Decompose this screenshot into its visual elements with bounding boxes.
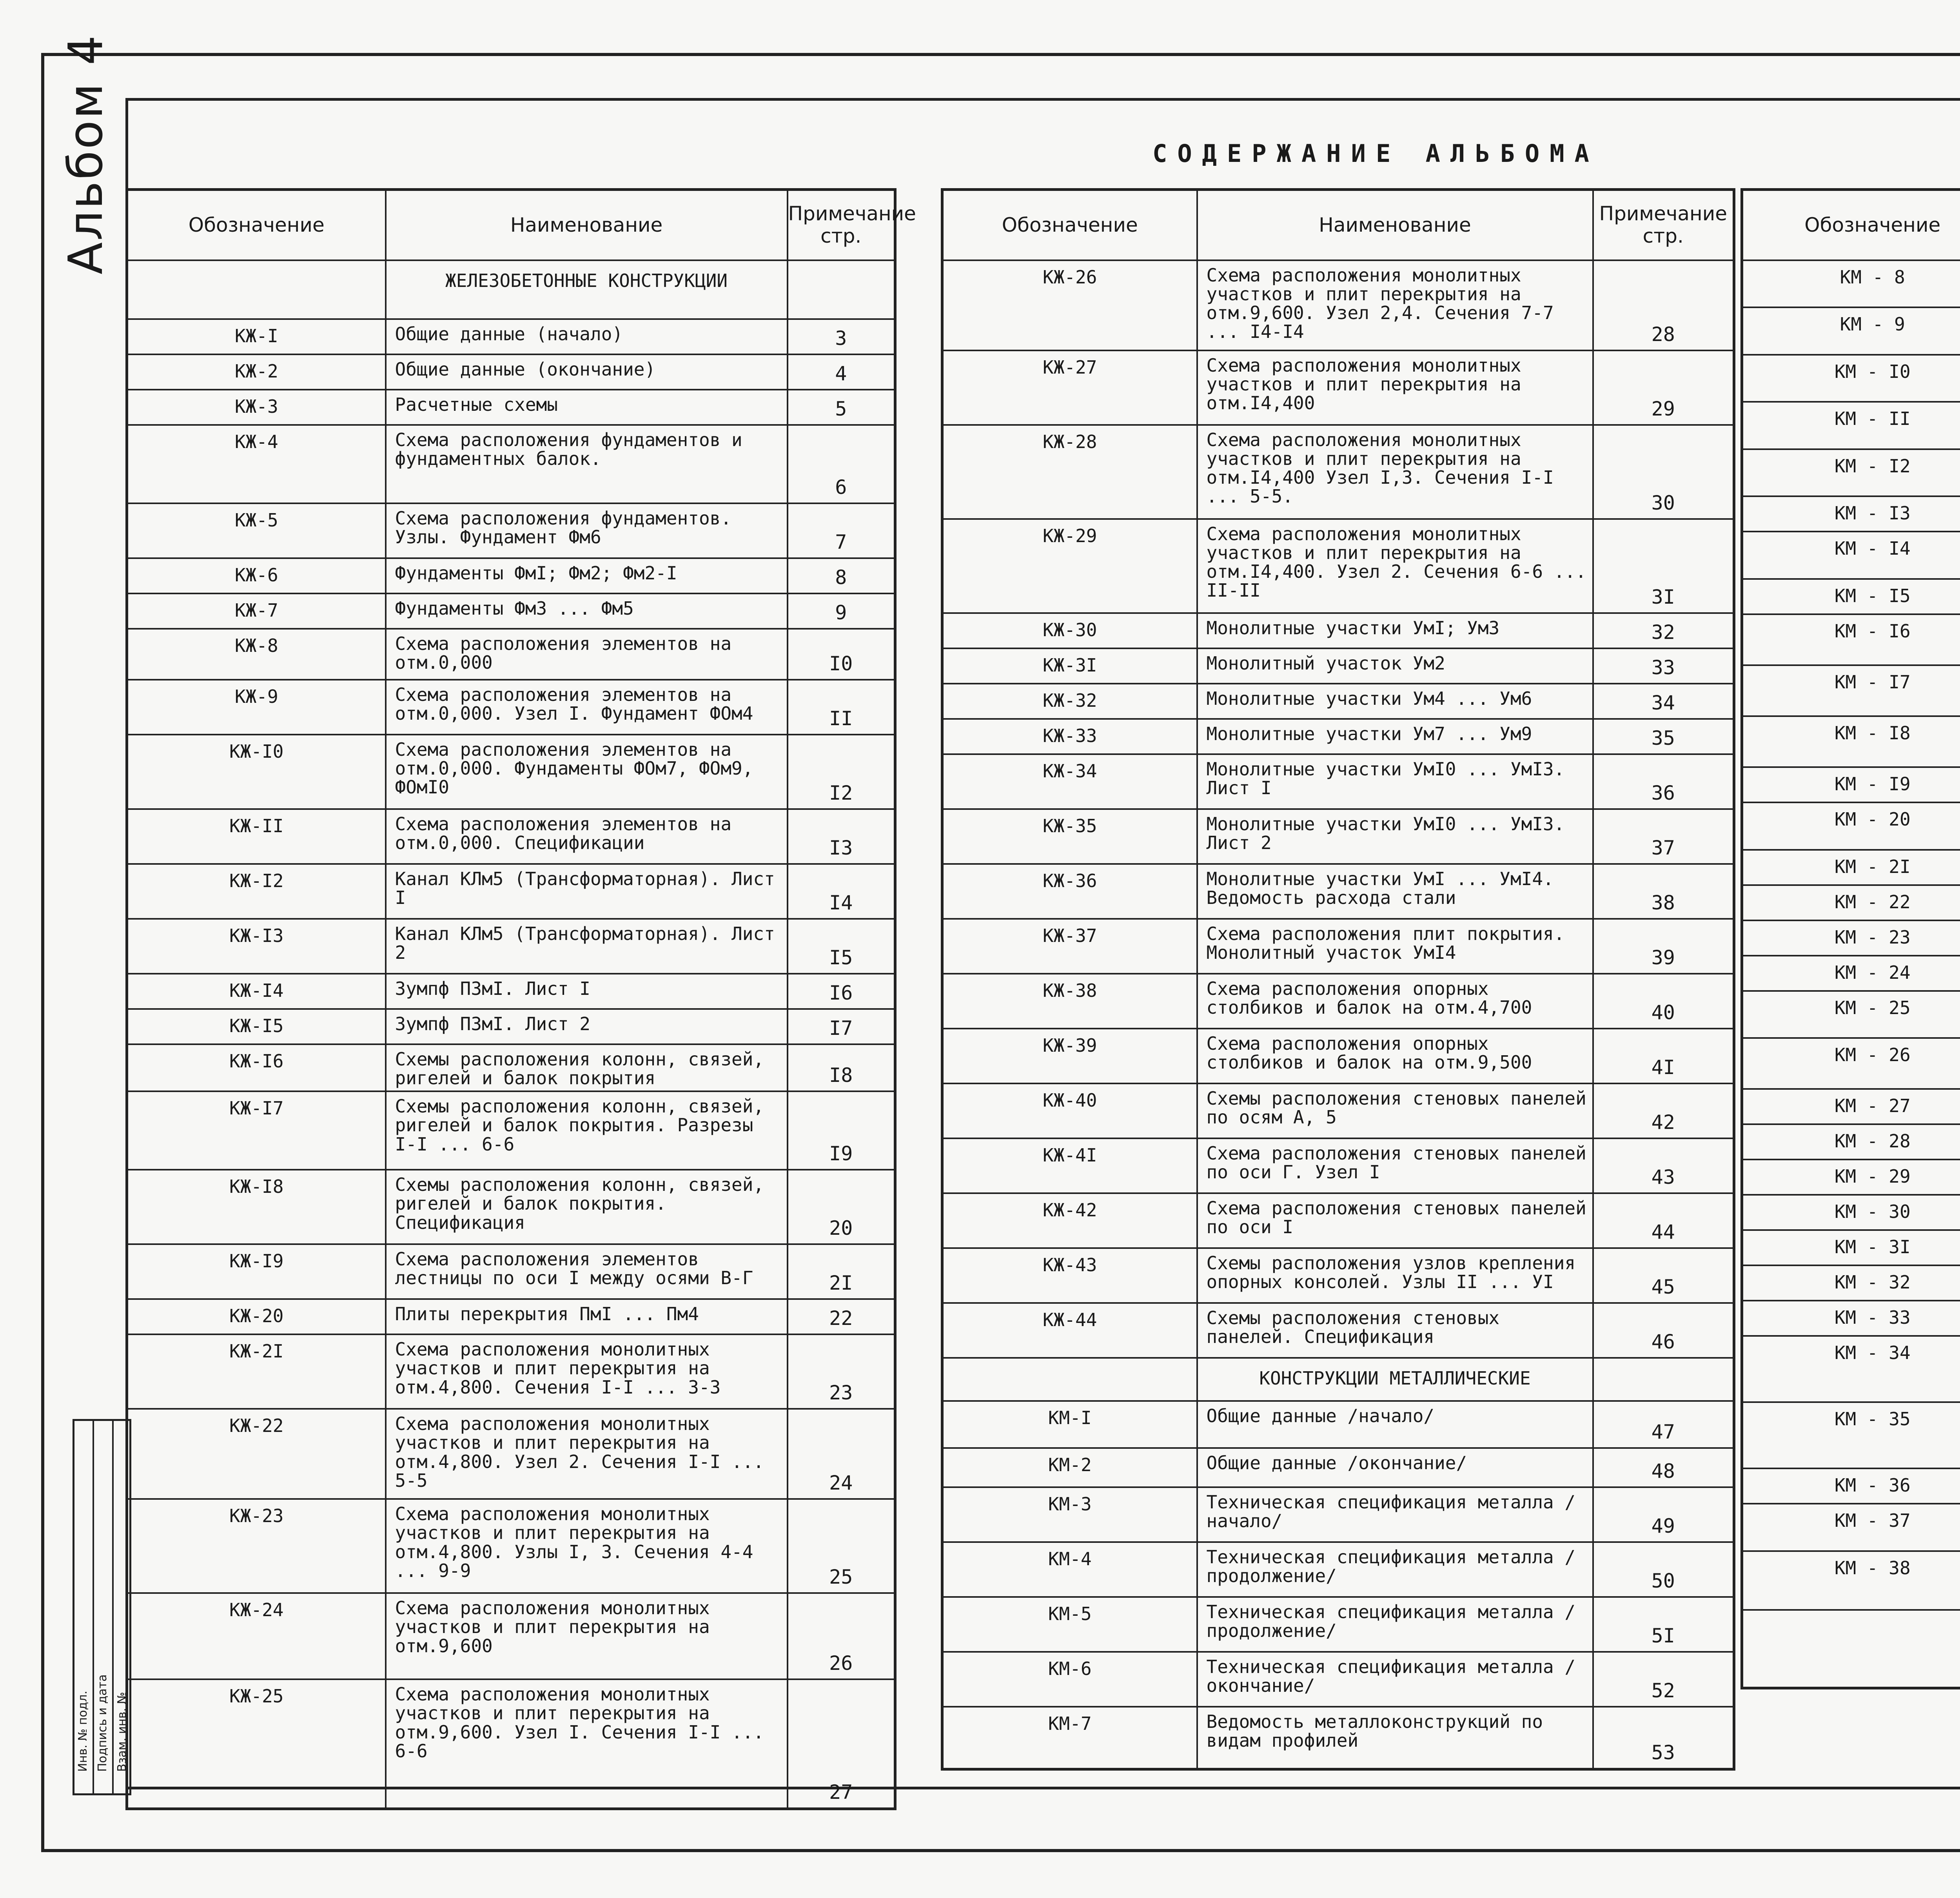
code-cell: КМ - 32 bbox=[1742, 1265, 1960, 1301]
code-cell: КМ - 8 bbox=[1742, 260, 1960, 308]
code-cell: КМ - I7 bbox=[1742, 665, 1960, 716]
code-cell: КМ - 28 bbox=[1742, 1124, 1960, 1159]
table-row bbox=[1742, 716, 1960, 767]
page-cell: II bbox=[788, 680, 895, 735]
code-cell: КЖ-26 bbox=[942, 260, 1197, 350]
table-row bbox=[1742, 1265, 1960, 1301]
code-cell: КМ - 9 bbox=[1742, 307, 1960, 355]
page-cell: I3 bbox=[788, 809, 895, 864]
name-cell: Схема расположения опорных столбиков и балок на отм.9,500 bbox=[1197, 1029, 1593, 1083]
table-row bbox=[1742, 449, 1960, 497]
table-row bbox=[1742, 1089, 1960, 1124]
code-cell: КЖ-4I bbox=[942, 1138, 1197, 1193]
contents-table-1 bbox=[125, 188, 916, 1810]
table-row bbox=[127, 503, 895, 558]
table-row bbox=[1742, 402, 1960, 449]
table-row bbox=[1742, 1610, 1960, 1688]
table-row bbox=[942, 864, 1734, 919]
code-cell: КМ - 37 bbox=[1742, 1504, 1960, 1551]
name-cell: Схема расположения элементов на отм.0,000 bbox=[386, 629, 788, 680]
name-cell: Техническая спецификация металла /продолжение/ bbox=[1197, 1597, 1593, 1652]
code-cell: КЖ-27 bbox=[942, 350, 1197, 425]
name-cell: Ведомость металлоконструкций по видам профилей bbox=[1197, 1707, 1593, 1769]
page-cell: 23 bbox=[788, 1334, 895, 1409]
table-row bbox=[1742, 614, 1960, 665]
code-cell: КМ - 24 bbox=[1742, 956, 1960, 991]
name-cell: Фундаменты ФмI; Фм2; Фм2-I bbox=[386, 558, 788, 593]
table-row bbox=[942, 1083, 1734, 1138]
table-row bbox=[1742, 307, 1960, 355]
name-cell: Техническая спецификация металла /начало/ bbox=[1197, 1487, 1593, 1542]
table-row bbox=[127, 974, 895, 1009]
table-row bbox=[127, 1044, 895, 1092]
code-cell: КЖ-2I bbox=[127, 1334, 386, 1409]
table-row bbox=[942, 648, 1734, 684]
name-cell: Схема расположения монолитных участков и плит перекрытия на отм.9,600. Узел 2,4. Сечения 7-7 ... I4-I4 bbox=[1197, 260, 1593, 350]
page-cell: 7 bbox=[788, 503, 895, 558]
page-cell bbox=[1593, 1358, 1734, 1401]
table-row bbox=[127, 629, 895, 680]
code-cell: КЖ-3I bbox=[942, 648, 1197, 684]
page-cell: 49 bbox=[1593, 1487, 1734, 1542]
header-code: Обозначение bbox=[127, 190, 386, 260]
name-cell: Схемы расположения стеновых панелей. Спецификация bbox=[1197, 1303, 1593, 1358]
code-cell bbox=[942, 1358, 1197, 1401]
table-row bbox=[1742, 1195, 1960, 1230]
page-cell: 29 bbox=[1593, 350, 1734, 425]
code-cell bbox=[1742, 1610, 1960, 1688]
code-cell: КМ - 35 bbox=[1742, 1402, 1960, 1468]
stamp-column bbox=[74, 1421, 94, 1793]
page-cell: I4 bbox=[788, 864, 895, 919]
table-row bbox=[127, 1593, 895, 1679]
table-row bbox=[127, 680, 895, 735]
page-cell bbox=[788, 260, 895, 319]
page-cell: I6 bbox=[788, 974, 895, 1009]
stamp-column bbox=[94, 1421, 114, 1793]
page-cell: 36 bbox=[1593, 754, 1734, 809]
code-cell: КМ - 25 bbox=[1742, 991, 1960, 1038]
page-cell: 26 bbox=[788, 1593, 895, 1679]
name-cell: Монолитные участки УмI; Ум3 bbox=[1197, 613, 1593, 648]
code-cell: КЖ-4 bbox=[127, 425, 386, 503]
table-row bbox=[1742, 885, 1960, 920]
name-cell: Схема расположения фундаментов. Узлы. Фундамент Фм6 bbox=[386, 503, 788, 558]
table-row bbox=[1742, 1124, 1960, 1159]
code-cell: КЖ-34 bbox=[942, 754, 1197, 809]
table-row bbox=[942, 919, 1734, 974]
code-cell: КМ - 38 bbox=[1742, 1551, 1960, 1610]
code-cell: КЖ-35 bbox=[942, 809, 1197, 864]
table-row bbox=[1742, 850, 1960, 885]
code-cell: КЖ-I6 bbox=[127, 1044, 386, 1092]
table-row bbox=[1742, 1551, 1960, 1610]
table-row bbox=[1742, 1159, 1960, 1195]
name-cell: Фундаменты Фм3 ... Фм5 bbox=[386, 593, 788, 629]
name-cell: Схема расположения опорных столбиков и балок на отм.4,700 bbox=[1197, 974, 1593, 1029]
table-row bbox=[942, 1448, 1734, 1487]
page-cell: I5 bbox=[788, 919, 895, 974]
code-cell: КМ - I6 bbox=[1742, 614, 1960, 665]
stamp-label-sign: Подпись и дата bbox=[96, 1674, 109, 1772]
table-row bbox=[1742, 1504, 1960, 1551]
table-row bbox=[127, 319, 895, 354]
table-row bbox=[127, 390, 895, 425]
code-cell: КЖ-25 bbox=[127, 1679, 386, 1809]
name-cell: Схема расположения монолитных участков и плит перекрытия на отм.9,600 bbox=[386, 1593, 788, 1679]
name-cell: Схемы расположения узлов крепления опорных консолей. Узлы II ... УI bbox=[1197, 1248, 1593, 1303]
page-cell: 38 bbox=[1593, 864, 1734, 919]
page-cell: 30 bbox=[1593, 425, 1734, 519]
name-cell: Общие данные (начало) bbox=[386, 319, 788, 354]
page-cell: I2 bbox=[788, 735, 895, 809]
page-cell: 40 bbox=[1593, 974, 1734, 1029]
page-cell: 44 bbox=[1593, 1193, 1734, 1248]
page-cell: 47 bbox=[1593, 1401, 1734, 1448]
table-row bbox=[127, 1334, 895, 1409]
stamp-label-inv: Инв. № подл. bbox=[76, 1691, 90, 1772]
table-row bbox=[942, 1542, 1734, 1597]
table-row bbox=[1742, 991, 1960, 1038]
name-cell: Монолитные участки УмI ... УмI4. Ведомость расхода стали bbox=[1197, 864, 1593, 919]
table-row bbox=[1742, 1301, 1960, 1336]
table-row bbox=[127, 1679, 895, 1809]
code-cell: КЖ-29 bbox=[942, 519, 1197, 613]
table-row bbox=[1742, 767, 1960, 802]
name-cell: Канал КЛм5 (Трансформаторная). Лист I bbox=[386, 864, 788, 919]
header-code: Обозначение bbox=[942, 190, 1197, 260]
name-cell: Схема расположения фундаментов и фундаментных балок. bbox=[386, 425, 788, 503]
table-row bbox=[127, 1009, 895, 1044]
name-cell: Схема расположения монолитных участков и плит перекрытия на отм.4,800. Узлы I, 3. Сечения 4-4 ... 9-9 bbox=[386, 1499, 788, 1593]
code-cell: КЖ-38 bbox=[942, 974, 1197, 1029]
name-cell: Зумпф ПЗмI. Лист I bbox=[386, 974, 788, 1009]
code-cell: КМ - I4 bbox=[1742, 532, 1960, 579]
code-cell: КЖ-5 bbox=[127, 503, 386, 558]
page-cell: 5 bbox=[788, 390, 895, 425]
table-row bbox=[942, 754, 1734, 809]
name-cell: Канал КЛм5 (Трансформаторная). Лист 2 bbox=[386, 919, 788, 974]
page-cell: 39 bbox=[1593, 919, 1734, 974]
name-cell: Схема расположения стеновых панелей по оси I bbox=[1197, 1193, 1593, 1248]
header-name: Наименование bbox=[386, 190, 788, 260]
table-row bbox=[1742, 1336, 1960, 1402]
code-cell: КЖ-23 bbox=[127, 1499, 386, 1593]
page-cell: 28 bbox=[1593, 260, 1734, 350]
table-row bbox=[942, 1193, 1734, 1248]
code-cell: КМ-I bbox=[942, 1401, 1197, 1448]
code-cell: КЖ-I7 bbox=[127, 1091, 386, 1170]
code-cell: КЖ-6 bbox=[127, 558, 386, 593]
code-cell: КЖ-I0 bbox=[127, 735, 386, 809]
page-cell: 37 bbox=[1593, 809, 1734, 864]
table-row bbox=[1742, 260, 1960, 308]
code-cell: КМ - 29 bbox=[1742, 1159, 1960, 1195]
page-cell: 42 bbox=[1593, 1083, 1734, 1138]
code-cell: КЖ-I4 bbox=[127, 974, 386, 1009]
code-cell: КЖ-42 bbox=[942, 1193, 1197, 1248]
code-cell bbox=[127, 260, 386, 319]
code-cell: КЖ-40 bbox=[942, 1083, 1197, 1138]
name-cell: Схема расположения монолитных участков и плит перекрытия на отм.9,600. Узел I. Сечения I-I ... 6-6 bbox=[386, 1679, 788, 1809]
table-row bbox=[127, 558, 895, 593]
name-cell: Схемы расположения колонн, связей, ригелей и балок покрытия bbox=[386, 1044, 788, 1092]
table-row bbox=[942, 684, 1734, 719]
page-cell: 4 bbox=[788, 354, 895, 390]
table-row bbox=[942, 260, 1734, 350]
name-cell: Зумпф ПЗмI. Лист 2 bbox=[386, 1009, 788, 1044]
name-cell: Монолитные участки УмI0 ... УмI3. Лист I bbox=[1197, 754, 1593, 809]
table-row bbox=[942, 1029, 1734, 1083]
page-cell: I7 bbox=[788, 1009, 895, 1044]
name-cell: Схема расположения плит покрытия. Монолитный участок УмI4 bbox=[1197, 919, 1593, 974]
code-cell: КЖ-8 bbox=[127, 629, 386, 680]
table-row bbox=[942, 519, 1734, 613]
table-row bbox=[1742, 1468, 1960, 1504]
section-heading-row bbox=[942, 1358, 1734, 1401]
code-cell: КЖ-9 bbox=[127, 680, 386, 735]
code-cell: КЖ-7 bbox=[127, 593, 386, 629]
page-cell: 52 bbox=[1593, 1652, 1734, 1707]
table-row bbox=[127, 1299, 895, 1334]
page-cell: 8 bbox=[788, 558, 895, 593]
code-cell: КЖ-32 bbox=[942, 684, 1197, 719]
code-cell: КЖ-I bbox=[127, 319, 386, 354]
name-cell: Схема расположения монолитных участков и плит перекрытия на отм.I4,400 Узел I,3. Сечения I-I ... 5-5. bbox=[1197, 425, 1593, 519]
table-row bbox=[942, 350, 1734, 425]
code-cell: КМ - 20 bbox=[1742, 802, 1960, 850]
table-row bbox=[127, 919, 895, 974]
code-cell: КЖ-44 bbox=[942, 1303, 1197, 1358]
name-cell: Общие данные /начало/ bbox=[1197, 1401, 1593, 1448]
table-row bbox=[942, 1487, 1734, 1542]
code-cell: КМ - 30 bbox=[1742, 1195, 1960, 1230]
album-label: Альбом 4 bbox=[59, 34, 113, 274]
page-cell: 2I bbox=[788, 1244, 895, 1299]
page-cell: 53 bbox=[1593, 1707, 1734, 1769]
page-cell: 5I bbox=[1593, 1597, 1734, 1652]
table-row bbox=[1742, 1230, 1960, 1265]
table-row bbox=[1742, 1402, 1960, 1468]
code-cell: КЖ-22 bbox=[127, 1409, 386, 1499]
name-cell: Схема расположения стеновых панелей по оси Г. Узел I bbox=[1197, 1138, 1593, 1193]
name-cell: Техническая спецификация металла /продолжение/ bbox=[1197, 1542, 1593, 1597]
table-row bbox=[942, 425, 1734, 519]
code-cell: КЖ-I2 bbox=[127, 864, 386, 919]
code-cell: КЖ-I8 bbox=[127, 1170, 386, 1244]
code-cell: КЖ-I3 bbox=[127, 919, 386, 974]
code-cell: КЖ-39 bbox=[942, 1029, 1197, 1083]
table-row bbox=[1742, 920, 1960, 956]
table-row bbox=[127, 1091, 895, 1170]
name-cell: Схема расположения элементов на отм.0,000. Узел I. Фундамент ФОм4 bbox=[386, 680, 788, 735]
code-cell: КМ-2 bbox=[942, 1448, 1197, 1487]
name-cell: Схема расположения элементов на отм.0,000. Спецификации bbox=[386, 809, 788, 864]
name-cell: Монолитные участки Ум4 ... Ум6 bbox=[1197, 684, 1593, 719]
page-cell: 34 bbox=[1593, 684, 1734, 719]
table-row bbox=[942, 1652, 1734, 1707]
name-cell: Схема расположения элементов лестницы по оси I между осями В-Г bbox=[386, 1244, 788, 1299]
name-cell: Схемы расположения колонн, связей, ригелей и балок покрытия. Спецификация bbox=[386, 1170, 788, 1244]
code-cell: КЖ-I5 bbox=[127, 1009, 386, 1044]
code-cell: КЖ-43 bbox=[942, 1248, 1197, 1303]
code-cell: КЖ-II bbox=[127, 809, 386, 864]
table-row bbox=[127, 593, 895, 629]
table-row bbox=[127, 354, 895, 390]
name-cell: Схема расположения монолитных участков и плит перекрытия на отм.4,800. Узел 2. Сечения I-I ... 5-5 bbox=[386, 1409, 788, 1499]
page-title: СОДЕРЖАНИЕ АЛЬБОМА bbox=[1152, 139, 1599, 168]
page-cell: 32 bbox=[1593, 613, 1734, 648]
name-cell: Схема расположения элементов на отм.0,000. Фундаменты ФОм7, ФОм9, ФОмI0 bbox=[386, 735, 788, 809]
code-cell: КЖ-20 bbox=[127, 1299, 386, 1334]
page-cell: 43 bbox=[1593, 1138, 1734, 1193]
code-cell: КМ-3 bbox=[942, 1487, 1197, 1542]
code-cell: КЖ-2 bbox=[127, 354, 386, 390]
table-row bbox=[942, 974, 1734, 1029]
code-cell: КМ - 26 bbox=[1742, 1038, 1960, 1089]
table-row bbox=[127, 809, 895, 864]
name-cell: Техническая спецификация металла /окончание/ bbox=[1197, 1652, 1593, 1707]
table-row bbox=[1742, 532, 1960, 579]
name-cell: Плиты перекрытия ПмI ... Пм4 bbox=[386, 1299, 788, 1334]
page-cell: 35 bbox=[1593, 719, 1734, 754]
code-cell: КМ - I0 bbox=[1742, 355, 1960, 402]
code-cell: КЖ-37 bbox=[942, 919, 1197, 974]
table-row bbox=[942, 1401, 1734, 1448]
code-cell: КМ - I5 bbox=[1742, 579, 1960, 614]
contents-table-2 bbox=[941, 188, 1735, 1771]
table-row bbox=[127, 1499, 895, 1593]
page-cell: 27 bbox=[788, 1679, 895, 1809]
name-cell: ЖЕЛЕЗОБЕТОННЫЕ КОНСТРУКЦИИ bbox=[386, 260, 788, 319]
page-cell: I0 bbox=[788, 629, 895, 680]
table-row bbox=[1742, 665, 1960, 716]
code-cell: КЖ-28 bbox=[942, 425, 1197, 519]
table-row bbox=[1742, 956, 1960, 991]
code-cell: КМ - 23 bbox=[1742, 920, 1960, 956]
page-cell: 50 bbox=[1593, 1542, 1734, 1597]
table-row bbox=[127, 1244, 895, 1299]
table-row bbox=[1742, 802, 1960, 850]
name-cell: Схема расположения монолитных участков и плит перекрытия на отм.4,800. Сечения I-I ... 3-3 bbox=[386, 1334, 788, 1409]
page-cell: 24 bbox=[788, 1409, 895, 1499]
page-cell: 9 bbox=[788, 593, 895, 629]
name-cell: Общие данные (окончание) bbox=[386, 354, 788, 390]
header-note: Примечание стр. bbox=[1593, 190, 1734, 260]
code-cell: КЖ-30 bbox=[942, 613, 1197, 648]
table-row bbox=[942, 1597, 1734, 1652]
table-row bbox=[127, 1170, 895, 1244]
section-heading-row bbox=[127, 260, 895, 319]
table-row bbox=[942, 1707, 1734, 1769]
page-cell: I9 bbox=[788, 1091, 895, 1170]
table-row bbox=[942, 1138, 1734, 1193]
table-row bbox=[942, 1248, 1734, 1303]
page-cell: I8 bbox=[788, 1044, 895, 1092]
code-cell: КМ - 27 bbox=[1742, 1089, 1960, 1124]
page-cell: 20 bbox=[788, 1170, 895, 1244]
code-cell: КМ - 36 bbox=[1742, 1468, 1960, 1504]
header-name: Наименование bbox=[1197, 190, 1593, 260]
name-cell: Схема расположения монолитных участков и плит перекрытия на отм.I4,400. Узел 2. Сечения 6-6 ... II-II bbox=[1197, 519, 1593, 613]
table-row bbox=[1742, 496, 1960, 532]
approval-stamp-strip bbox=[73, 1419, 131, 1795]
code-cell: КМ - 2I bbox=[1742, 850, 1960, 885]
contents-table-3 bbox=[1740, 188, 1960, 1689]
page-cell: 45 bbox=[1593, 1248, 1734, 1303]
page-cell: 25 bbox=[788, 1499, 895, 1593]
code-cell: КЖ-24 bbox=[127, 1593, 386, 1679]
table-row bbox=[1742, 355, 1960, 402]
table-row bbox=[127, 735, 895, 809]
code-cell: КМ-6 bbox=[942, 1652, 1197, 1707]
table-row bbox=[127, 864, 895, 919]
code-cell: КМ-4 bbox=[942, 1542, 1197, 1597]
page-cell: 22 bbox=[788, 1299, 895, 1334]
name-cell: Схемы расположения стеновых панелей по осям А, 5 bbox=[1197, 1083, 1593, 1138]
name-cell: Схема расположения монолитных участков и плит перекрытия на отм.I4,400 bbox=[1197, 350, 1593, 425]
header-note: Примечание стр. bbox=[788, 190, 895, 260]
page-cell: 3 bbox=[788, 319, 895, 354]
name-cell: КОНСТРУКЦИИ МЕТАЛЛИЧЕСКИЕ bbox=[1197, 1358, 1593, 1401]
page-cell: 33 bbox=[1593, 648, 1734, 684]
stamp-label-replace: Взам. инв. № bbox=[115, 1692, 129, 1772]
table-row bbox=[127, 425, 895, 503]
name-cell: Монолитные участки УмI0 ... УмI3. Лист 2 bbox=[1197, 809, 1593, 864]
name-cell: Общие данные /окончание/ bbox=[1197, 1448, 1593, 1487]
code-cell: КМ - I3 bbox=[1742, 496, 1960, 532]
name-cell: Расчетные схемы bbox=[386, 390, 788, 425]
code-cell: КМ - 3I bbox=[1742, 1230, 1960, 1265]
code-cell: КМ - 22 bbox=[1742, 885, 1960, 920]
code-cell: КМ - I2 bbox=[1742, 449, 1960, 497]
page-cell: 4I bbox=[1593, 1029, 1734, 1083]
page-cell: 3I bbox=[1593, 519, 1734, 613]
name-cell: Схемы расположения колонн, связей, ригелей и балок покрытия. Разрезы I-I ... 6-6 bbox=[386, 1091, 788, 1170]
page-cell: 46 bbox=[1593, 1303, 1734, 1358]
code-cell: КМ - I8 bbox=[1742, 716, 1960, 767]
table-row bbox=[1742, 1038, 1960, 1089]
page-cell: 48 bbox=[1593, 1448, 1734, 1487]
table-row bbox=[1742, 579, 1960, 614]
table-row bbox=[942, 809, 1734, 864]
code-cell: КМ-7 bbox=[942, 1707, 1197, 1769]
code-cell: КМ-5 bbox=[942, 1597, 1197, 1652]
table-row bbox=[942, 1303, 1734, 1358]
code-cell: КЖ-36 bbox=[942, 864, 1197, 919]
code-cell: КМ - 33 bbox=[1742, 1301, 1960, 1336]
name-cell: Монолитные участки Ум7 ... Ум9 bbox=[1197, 719, 1593, 754]
page-cell: 6 bbox=[788, 425, 895, 503]
table-row bbox=[942, 613, 1734, 648]
table-row bbox=[127, 1409, 895, 1499]
code-cell: КМ - II bbox=[1742, 402, 1960, 449]
header-code: Обозначение bbox=[1742, 190, 1960, 260]
code-cell: КЖ-I9 bbox=[127, 1244, 386, 1299]
code-cell: КЖ-3 bbox=[127, 390, 386, 425]
name-cell: Монолитный участок Ум2 bbox=[1197, 648, 1593, 684]
code-cell: КМ - I9 bbox=[1742, 767, 1960, 802]
code-cell: КМ - 34 bbox=[1742, 1336, 1960, 1402]
code-cell: КЖ-33 bbox=[942, 719, 1197, 754]
table-row bbox=[942, 719, 1734, 754]
